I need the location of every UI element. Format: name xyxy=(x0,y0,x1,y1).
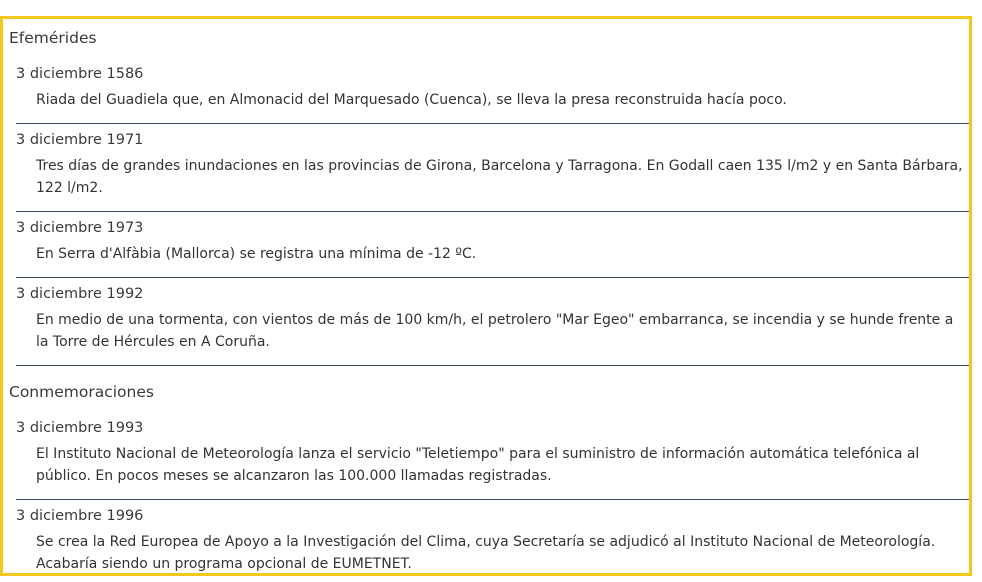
entry-date: 3 diciembre 1996 xyxy=(16,508,144,524)
list-item xyxy=(16,212,969,278)
list-item xyxy=(16,124,969,212)
list-item xyxy=(16,500,969,576)
entry-date: 3 diciembre 1586 xyxy=(16,66,144,82)
ephemerides-panel xyxy=(0,16,972,576)
entry-text: Riada del Guadiela que, en Almonacid del Marquesado (Cuenca), se lleva la presa reconstruida hacía poco. xyxy=(36,92,787,108)
entry-text: El Instituto Nacional de Meteorología lanza el servicio "Teletiempo" para el suministro de información automática telefónica al público. En pocos meses se alcanzaron las 100.000 llamadas registradas. xyxy=(36,446,920,484)
conmemoraciones-list xyxy=(16,418,969,576)
list-item xyxy=(16,278,969,366)
entry-text: Se crea la Red Europea de Apoyo a la Investigación del Clima, cuya Secretaría se adjudicó al Instituto Nacional de Meteorología. Acabaría siendo un programa opcional de EUMETNET. xyxy=(36,534,936,572)
section-title-efemerides: Efemérides xyxy=(9,29,97,47)
entry-text: En medio de una tormenta, con vientos de más de 100 km/h, el petrolero "Mar Egeo" embarranca, se incendia y se hunde frente a la Torre de Hércules en A Coruña. xyxy=(36,312,954,350)
entry-text: Tres días de grandes inundaciones en las provincias de Girona, Barcelona y Tarragona. En Godall caen 135 l/m2 y en Santa Bárbara, 122 l/m2. xyxy=(36,158,963,196)
efemerides-list xyxy=(16,64,969,366)
list-item xyxy=(16,418,969,500)
entry-date: 3 diciembre 1973 xyxy=(16,220,144,236)
entry-date: 3 diciembre 1992 xyxy=(16,286,144,302)
entry-text: En Serra d'Alfàbia (Mallorca) se registra una mínima de -12 ºC. xyxy=(36,246,477,262)
entry-date: 3 diciembre 1971 xyxy=(16,132,144,148)
entry-date: 3 diciembre 1993 xyxy=(16,420,144,436)
list-item xyxy=(16,64,969,124)
section-title-conmemoraciones: Conmemoraciones xyxy=(9,383,154,401)
